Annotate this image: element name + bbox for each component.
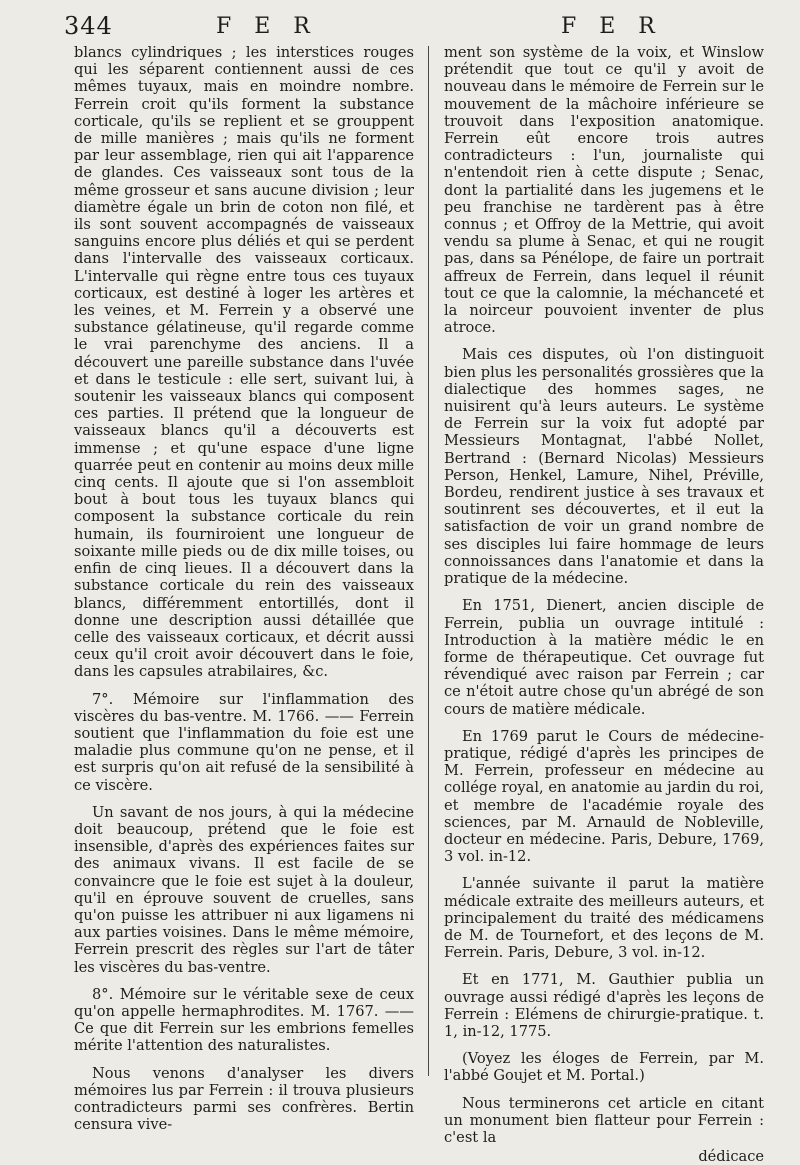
paragraph: 8°. Mémoire sur le véritable sexe de ceux qu'on appelle hermaphrodites. M. 1767. —— Ce que dit Ferrein sur les embrions femelles mérite l'attention des naturalistes. <box>74 985 414 1055</box>
right-column <box>444 44 764 1165</box>
catchword: dédicace <box>698 1148 764 1165</box>
left-column <box>74 44 414 1134</box>
column-divider <box>428 46 429 1076</box>
running-head-right: F E R <box>561 14 663 39</box>
paragraph: ment son système de la voix, et Winslow prétendit que tout ce qu'il y avoit de nouveau dans le mémoire de Ferrein sur le mouvement de la mâchoire inférieure se trouvoit dans l'exposition anatomique. Ferrein eût encore trois autres contradicteurs : l'un, journaliste qui n'entendoit rien à cette dispute ; Senac, dont la partialité dans les jugemens et le peu franchise ne tardèrent pas à être connus ; et Offroy de la Mettrie, qui avoit vendu sa plume à Senac, et qui ne rougit pas, dans sa Pénélope, de faire un portrait affreux de Ferrein, dans lequel il réunit tout ce que la calomnie, la méchanceté et la noirceur pouvoient inventer de plus atroce. <box>444 44 764 337</box>
paragraph: Mais ces disputes, où l'on distinguoit bien plus les personalités grossières que la dialectique des hommes sages, ne nuisirent qu'à leurs auteurs. Le système de Ferrein sur la voix fut adopté par Messieurs Montagnat, l'abbé Nollet, Bertrand : (Bernard Nicolas) Messieurs Person, Henkel, Lamure, Nihel, Préville, Bordeu, rendirent justice à ses travaux et soutinrent ses découvertes, et il eut la satisfaction de voir un grand nombre de ses disciples lui faire hommage de leurs connoissances dans l'anatomie et dans la pratique de la médecine. <box>444 346 764 588</box>
paragraph: Nous terminerons cet article en citant un monument bien flatteur pour Ferrein : c'est la <box>444 1094 764 1146</box>
paragraph: En 1751, Dienert, ancien disciple de Ferrein, publia un ouvrage intitulé : Introduction à la matière médic le en forme de thérapeutique. Cet ouvrage fut révendiqué avec raison par Ferrein ; car ce n'étoit autre chose qu'un abrégé de son cours de matière médicale. <box>444 597 764 718</box>
page-header <box>0 12 800 42</box>
paragraph: L'année suivante il parut la matière médicale extraite des meilleurs auteurs, et principalement du traité des médicamens de M. de Tournefort, et des leçons de M. Ferrein. Paris, Debure, 3 vol. in-12. <box>444 875 764 962</box>
running-head-left: F E R <box>216 14 318 39</box>
paragraph: blancs cylindriques ; les interstices rouges qui les séparent contiennent aussi de ces mêmes tuyaux, mais en moindre nombre. Ferrein croit qu'ils forment la substance corticale, qu'ils se replient et se grouppent de mille manières ; mais qu'ils ne forment par leur assemblage, rien qui ait l'apparence de glandes. Ces vaisseaux sont tous de la même grosseur et sans aucune division ; leur diamètre égale un brin de coton non filé, et ils sont souvent accompagnés de vaisseaux sanguins encore plus déliés et qui se perdent dans l'intervalle des vaisseaux corticaux. L'intervalle qui règne entre tous ces tuyaux corticaux, est destiné à loger les artères et les veines, et M. Ferrein y a observé une substance gélatineuse, qu'il regarde comme le vrai parenchyme des anciens. Il a découvert une pareille substance dans l'uvée et dans le testicule : elle sert, suivant lui, à soutenir les vaisseaux blancs qui composent ces parties. Il prétend que la longueur de vaisseaux blancs qu'il a découverts est immense ; et qu'une espace d'une ligne quarrée peut en contenir au moins deux mille cinq cents. Il ajoute que si l'on assembloit bout à bout tous les tuyaux blancs qui composent la substance corticale du rein humain, ils fourniroient une longueur de soixante mille pieds ou de dix mille toises, ou enfin de cinq lieues. Il a découvert dans la substance corticale du rein des vaisseaux blancs, différemment entortillés, dont il donne une description aussi détaillée que celle des vaisseaux corticaux, et décrit aussi ceux qu'il croit avoir découvert dans le foie, dans les capsules atrabilaires, &c. <box>74 44 414 681</box>
paragraph: Un savant de nos jours, à qui la médecine doit beaucoup, prétend que le foie est insensible, d'après des expériences faites sur des animaux vivans. Il est facile de se convaincre que le foie est sujet à la douleur, qu'il en éprouve souvent de cruelles, sans qu'on puisse les attribuer ni aux ligamens ni aux parties voisines. Dans le même mémoire, Ferrein prescrit des règles sur l'art de tâter les viscères du bas-ventre. <box>74 803 414 976</box>
paragraph: 7°. Mémoire sur l'inflammation des viscères du bas-ventre. M. 1766. —— Ferrein soutient que l'inflammation du foie est une maladie plus commune qu'on ne pense, et il est surpris qu'on ait refusé de la sensibilité à ce viscère. <box>74 690 414 794</box>
paragraph: En 1769 parut le Cours de médecine-pratique, rédigé d'après les principes de M. Ferrein, professeur en médecine au collége royal, en anatomie au jardin du roi, et membre de l'académie royale des sciences, par M. Arnauld de Nobleville, docteur en médecine. Paris, Debure, 1769, 3 vol. in-12. <box>444 727 764 866</box>
paragraph: Et en 1771, M. Gauthier publia un ouvrage aussi rédigé d'après les leçons de Ferrein : Elémens de chirurgie-pratique. t. 1, in-12, 1775. <box>444 971 764 1040</box>
paragraph: (Voyez les éloges de Ferrein, par M. l'abbé Goujet et M. Portal.) <box>444 1050 764 1085</box>
paragraph: Nous venons d'analyser les divers mémoires lus par Ferrein : il trouva plusieurs contradicteurs parmi ses confrères. Bertin censura vive- <box>74 1064 414 1134</box>
page-number: 344 <box>64 12 113 40</box>
